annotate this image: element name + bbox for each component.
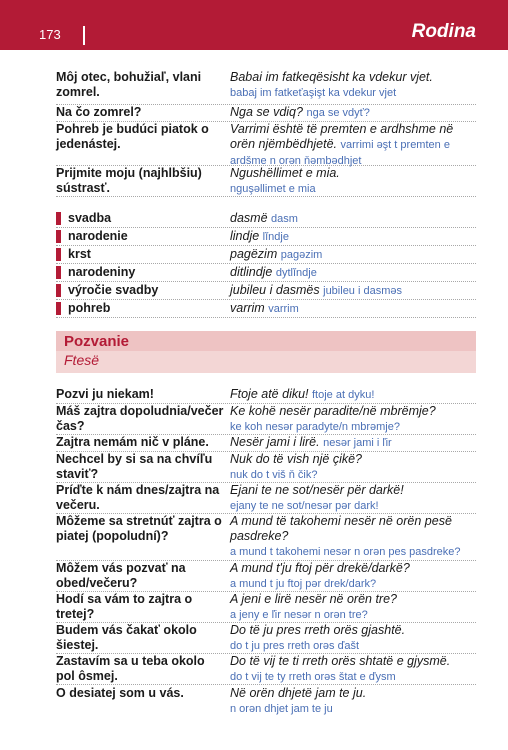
pronunciation: do t ju pres rreth orəs ďašt — [230, 640, 360, 652]
slovak-phrase: Budem vás čakať okolo šiestej. — [56, 623, 197, 652]
albanian-word — [230, 229, 289, 245]
slovak-phrase: Môžem vás pozvať na obed/večeru? — [56, 561, 186, 590]
pronunciation: n orən dhjet jam te ju — [230, 703, 333, 715]
slovak-phrase: Môj otec, bohužiaľ, vlani zomrel. — [56, 70, 202, 99]
section-header — [56, 331, 476, 373]
albanian-phrase — [230, 166, 476, 197]
phrase-row — [56, 70, 476, 105]
pronunciation: lĭndje — [262, 231, 289, 243]
phrase-row — [56, 387, 476, 404]
phrase-row — [56, 561, 476, 592]
albanian-text: Do të vij te ti rreth orës shtatë e gjysmë. — [230, 654, 451, 668]
chapter-title: Rodina — [411, 21, 476, 42]
slovak-word: svadba — [68, 211, 112, 225]
albanian-text: Në orën dhjetë jam te ju. — [230, 686, 367, 700]
slovak-word: narodenie — [68, 229, 128, 243]
phrase-row — [56, 166, 476, 197]
albanian-text: Ke kohë nesër paradite/në mbrëmje? — [230, 404, 436, 418]
slovak-phrase: Na čo zomrel? — [56, 105, 142, 119]
slovak-phrase: Nechcel by si sa na chvíľu staviť? — [56, 452, 213, 481]
pronunciation: nesər jami i ľir — [323, 437, 392, 449]
pronunciation: varrim — [268, 303, 299, 315]
vocab-row — [56, 300, 476, 318]
slovak-phrase: Prijmite moju (najhlbšiu) sústrasť. — [56, 166, 202, 195]
phrase-row — [56, 452, 476, 483]
pronunciation: a mund t takohemi nesər n orən pes pasdreke? — [230, 546, 461, 558]
albanian-text: Varrimi është të premten e ardhshme në orën njëmbëdhjetë. — [230, 122, 454, 151]
albanian-phrase — [230, 514, 476, 560]
albanian-word — [230, 265, 317, 281]
pronunciation: a jeny e ľir nesər n orən tre? — [230, 609, 368, 621]
slovak-phrase: Pohreb je budúci piatok o jedenástej. — [56, 122, 209, 151]
albanian-phrase — [230, 561, 476, 592]
pronunciation: nuk do t viš ň čik? — [230, 469, 318, 481]
albanian-text: Ftoje atë diku! — [230, 387, 309, 401]
albanian-text: A mund t'ju ftoj për drekë/darkë? — [230, 561, 410, 575]
pronunciation: pagəzim — [280, 249, 323, 261]
bullet-bar — [56, 284, 61, 297]
albanian-word — [230, 301, 299, 317]
slovak-word: pohreb — [68, 301, 111, 315]
phrase-row — [56, 105, 476, 122]
albanian-text: Do të ju pres rreth orës gjashtë. — [230, 623, 406, 637]
pronunciation: dytlĭndje — [275, 267, 317, 279]
albanian-phrase — [230, 70, 476, 101]
slovak-word: krst — [68, 247, 91, 261]
slovak-phrase: Hodí sa vám to zajtra o tretej? — [56, 592, 193, 621]
slovak-word: narodeniny — [68, 265, 136, 279]
slovak-phrase: Zajtra nemám nič v pláne. — [56, 435, 209, 449]
section-title: Pozvanie — [64, 333, 130, 350]
slovak-phrase: Príďte k nám dnes/zajtra na večeru. — [56, 483, 220, 512]
albanian-text: A mund të takohemi nesër në orën pesë pasdreke? — [230, 514, 452, 543]
phrase-row — [56, 654, 476, 685]
albanian-phrase — [230, 483, 476, 514]
albanian-text: varrim — [230, 301, 265, 315]
albanian-phrase — [230, 105, 476, 121]
albanian-phrase — [230, 122, 476, 169]
bullet-bar — [56, 212, 61, 225]
slovak-phrase: O desiatej som u vás. — [56, 686, 184, 700]
slovak-word: výročie svadby — [68, 283, 159, 297]
phrase-row — [56, 404, 476, 435]
albanian-text: Nesër jami i lirë. — [230, 435, 320, 449]
phrase-row — [56, 514, 476, 561]
vocab-row — [56, 210, 476, 228]
pronunciation: nga se vdyť? — [306, 107, 370, 119]
chapter-header — [0, 0, 508, 50]
slovak-phrase: Môžeme sa stretnúť zajtra o piatej (popoludní)? — [56, 514, 222, 543]
albanian-text: dasmë — [230, 211, 268, 225]
page-number: 173 — [39, 27, 61, 42]
phrase-row — [56, 623, 476, 654]
albanian-text: Nuk do të vish një çikë? — [230, 452, 363, 466]
pronunciation: ftoje at dyku! — [312, 389, 375, 401]
bullet-bar — [56, 248, 61, 261]
vocab-row — [56, 282, 476, 300]
albanian-text: jubileu i dasmës — [230, 283, 320, 297]
pronunciation: varrimi əşt t premten e ardšme n orən ňəmbədhjet — [230, 139, 450, 167]
albanian-phrase — [230, 686, 476, 717]
albanian-text: Ejani te ne sot/nesër për darkë! — [230, 483, 404, 497]
albanian-phrase — [230, 404, 476, 435]
section-subtitle: Ftesë — [64, 352, 100, 368]
pronunciation: ke koh nesər paradyte/n mbrəmje? — [230, 421, 400, 433]
bullet-bar — [56, 302, 61, 315]
bullet-bar — [56, 230, 61, 243]
albanian-text: A jeni e lirë nesër në orën tre? — [230, 592, 397, 606]
albanian-text: Ngushëllimet e mia. — [230, 166, 340, 180]
phrase-row — [56, 686, 476, 717]
phrase-row — [56, 592, 476, 623]
albanian-text: pagëzim — [230, 247, 278, 261]
albanian-phrase — [230, 435, 476, 451]
pronunciation: do t vij te ty rreth orəs štat e ďysm — [230, 671, 396, 683]
albanian-word — [230, 283, 402, 299]
albanian-phrase — [230, 592, 476, 623]
albanian-phrase — [230, 623, 476, 654]
albanian-word — [230, 247, 322, 263]
albanian-phrase — [230, 452, 476, 483]
albanian-phrase — [230, 387, 476, 403]
pronunciation: a mund t ju ftoj pər drek/dark? — [230, 578, 377, 590]
vocab-row — [56, 264, 476, 282]
pronunciation: jubileu i dasməs — [323, 285, 402, 297]
page-number-divider — [83, 26, 85, 45]
vocab-row — [56, 246, 476, 264]
albanian-word — [230, 211, 298, 227]
pronunciation: babaj im fatkeťaşişt ka vdekur vjet — [230, 87, 397, 99]
albanian-text: lindje — [230, 229, 260, 243]
vocab-row — [56, 228, 476, 246]
slovak-phrase: Máš zajtra dopoludnia/večer čas? — [56, 404, 224, 433]
albanian-phrase — [230, 654, 476, 685]
slovak-phrase: Pozvi ju niekam! — [56, 387, 154, 401]
phrase-row — [56, 483, 476, 514]
pronunciation: ejany te ne sot/nesər pər dark! — [230, 500, 379, 512]
albanian-text: Nga se vdiq? — [230, 105, 303, 119]
pronunciation: nguşəllimet e mia — [230, 183, 316, 195]
pronunciation: dasm — [271, 213, 298, 225]
phrase-row — [56, 435, 476, 452]
phrase-row — [56, 122, 476, 166]
albanian-text: Babai im fatkeqësisht ka vdekur vjet. — [230, 70, 433, 84]
slovak-phrase: Zastavím sa u teba okolo pol ôsmej. — [56, 654, 205, 683]
albanian-text: ditlindje — [230, 265, 273, 279]
bullet-bar — [56, 266, 61, 279]
